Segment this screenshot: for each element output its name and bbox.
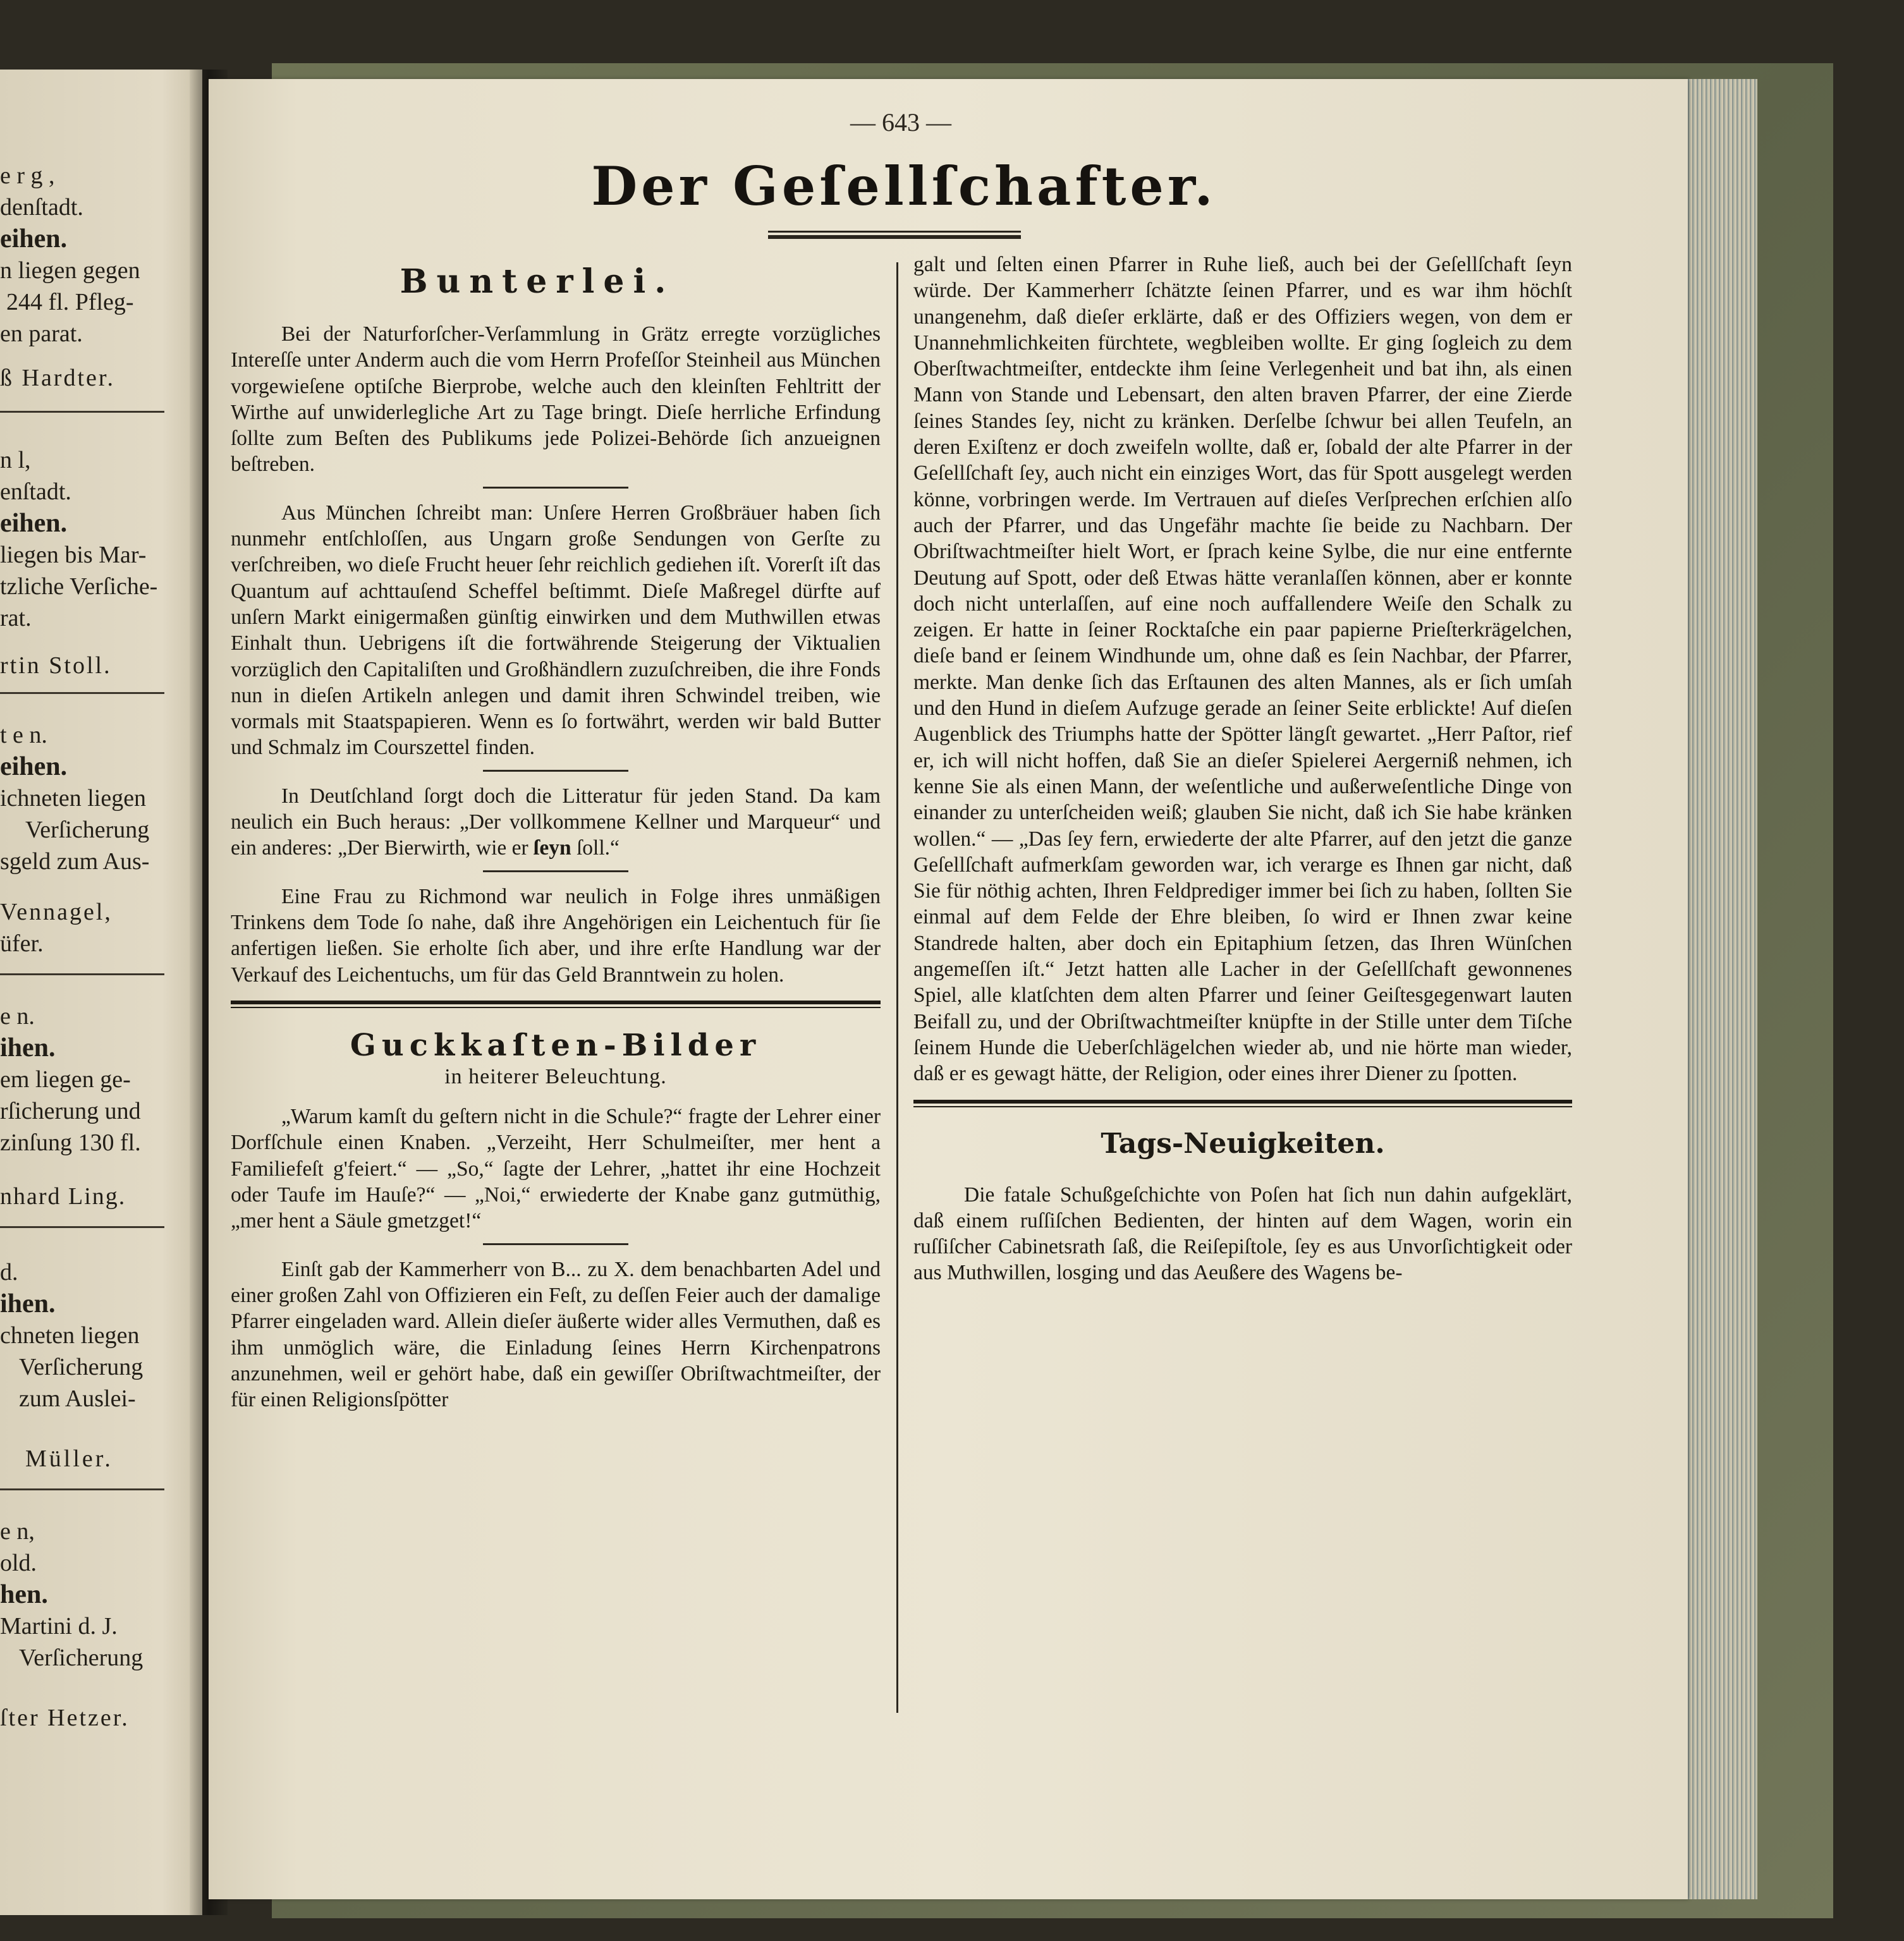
column-divider <box>896 262 898 1713</box>
masthead-rule <box>768 231 1021 233</box>
left-fragment: ß Hardter. <box>0 365 115 391</box>
article-paragraph: Die fatale Schußgeſchichte von Poſen hat ſich nun dahin aufgeklärt, daß einem ruſſiſchen Bedienten, der hinten auf dem Wagen, worin ein ruſſiſcher Cabinetsrath ſaß, die Reiſepiſtole, ſey es aus Unvorſichtigkeit oder aus Muthwillen, losging und das Aeußere des Wagens be- <box>913 1183 1572 1285</box>
left-fragment: e r g , <box>0 162 55 189</box>
article-paragraph <box>231 783 881 861</box>
divider <box>483 487 628 489</box>
divider <box>0 411 164 413</box>
left-fragment: rat. <box>0 605 32 631</box>
left-fragment: enſtadt. <box>0 478 71 505</box>
article-paragraph: galt und ſelten einen Pfarrer in Ruhe ließ, auch bei der Geſellſchaft ſeyn würde. Der Kammerherr ſchätzte ſeinen Pfarrer, und es war ihm höchſt unangenehm, daß dieſer erklärte, daß er des Offiziers wegen, von dem er Unannehmlichkeiten fürchtete, wegbleiben wollte. Er ging ſogleich zu dem Oberſtwachtmeiſter, entdeckte ihm ſeine Verlegenheit und bat ihn, als einen Mann von Stande und Lebensart, den alten braven Pfarrer, der eine Zierde ſeines Standes ſey, nicht zu kränken. Derſelbe ſchwur bei allen Teufeln, an deren Exiſtenz er doch zweifeln wollte, daß er, ſobald der alte Pfarrer in der Geſellſchaft ſey, auch nicht ein einziges Wort, das für Spott ausgelegt werden könne, vorbringen werde. Im Vertrauen auf dieſes Verſprechen erſchien alſo auch der Pfarrer, und das Ungefähr machte ſie beide zu Nachbarn. Der Obriſtwachtmeiſter hielt Wort, er ſprach keine Sylbe, die nur eine entfernte Deutung auf Spott, oder deß Etwas hätte veranlaſſen können, aber er konnte doch nicht unterlaſſen, auf eine noch auffallendere Weiſe den Schalk zu zeigen. Er hatte in ſeiner Rocktaſche ein paar papierne Prieſterkrägelchen, dieſe band er ſeinem Windhunde um, ohne daß es ſein Nachbar, der Pfarrer, merkte. Man denke ſich das Erſtaunen des alten Mannes, als er ſich umſah und den Hund in dieſem Aufzuge gerade an ſeiner Seite erblickte! Auf dieſen Augenblick des Triumphs hatte der Spötter längſt gewartet. „Herr Paſtor, rief er, ich will nicht hoffen, daß Sie an dieſer Spielerei Aergerniß nehmen, ich kenne Sie als einen Mann, der weſentliche und außerweſentliche Dinge von einander zu unterſcheiden weiß; glauben Sie nicht, daß ich Sie habe kränken wollen.“ — „Das ſey fern, erwiederte der alte Pfarrer, auf den jetzt die ganze Geſellſchaft aufmerkſam geworden war, ich verarge es Ihnen gar nicht, daß Sie für nöthig achten, Ihren Feldprediger immer bei ſich zu haben, ſollten Sie einmal auf dem Felde der Ehre bleiben, ſo wird er Ihnen zwar keine Standrede halten, aber doch ein Epitaphium ſetzen, das Ihren Wünſchen angemeſſen iſt.“ Jetzt hatten alle Lacher in der Geſellſchaft gewonnenes Spiel, alle klatſchten dem alten Pfarrer und ſeiner Geiſtesgegenwart lauten Beifall zu, und der Obriſtwachtmeiſter knüpfte in der Stille unter dem Tiſche ſeinem Hunde die Ueberſchlägelchen wieder ab, und nie hörte man wieder, daß er es gewagt hätte, der Religion, oder eines ihrer Diener zu ſpotten. <box>913 253 1572 1086</box>
divider <box>483 870 628 872</box>
left-fragment: Verſicherung <box>19 1354 143 1380</box>
section-divider <box>913 1100 1572 1107</box>
left-fragment: eihen. <box>0 224 68 253</box>
left-fragment: Verſicherung <box>19 1645 143 1671</box>
left-fragment: Verſicherung <box>25 817 150 843</box>
left-fragment: eihen. <box>0 509 68 538</box>
left-fragment: e n. <box>0 1003 35 1030</box>
left-fragment: t e n. <box>0 722 47 748</box>
left-fragment: sgeld zum Aus- <box>0 848 150 875</box>
left-fragment: tzliche Verſiche- <box>0 573 158 600</box>
left-fragment: Vennagel, <box>0 899 113 925</box>
left-fragment: n l, <box>0 447 31 473</box>
article-paragraph: Einſt gab der Kammerherr von B... zu X. dem benachbarten Adel und einer großen Zahl von Offizieren ein Feſt, zu deſſen Feier auch der damalige Pfarrer eingeladen ward. Allein dieſer äußerte wider alles Vermuthen, daß es ihm unmöglich wäre, die Einladung ſeines Herrn Kirchenpatrons anzunehmen, weil er gehört habe, daß ein gewiſſer Obriſtwachtmeiſter, der für einen Religionsſpötter <box>231 1257 881 1412</box>
right-column <box>913 252 1572 1286</box>
article-paragraph: Bei der Naturforſcher-Verſammlung in Grätz erregte vorzügliches Intereſſe unter Anderm auch die vom Herrn Profeſſor Steinheil aus München vorgewieſene optiſche Bierprobe, welche auch den kleinſten Fehltritt der Wirthe auf unwiderlegliche Art zu Tage bringt. Dieſe herrliche Erfindung ſollte zum Beſten des Publikums jede Polizei-Behörde ſich anzueignen beſtreben. <box>231 322 881 477</box>
section-title: Tags-Neuigkeiten. <box>1101 1127 1385 1160</box>
left-fragment: hen. <box>0 1580 48 1609</box>
article-paragraph: Eine Frau zu Richmond war neulich in Folge ihres unmäßigen Trinkens dem Tode ſo nahe, daß ihre Angehörigen ein Leichentuch für ſie anfertigen ließen. Sie erholte ſich aber, und ihre erſte Handlung war der Verkauf des Leichentuchs, um für das Geld Branntwein zu holen. <box>231 884 881 987</box>
left-fragment: ſter Hetzer. <box>0 1705 130 1731</box>
page-number: — 643 — <box>850 108 951 137</box>
section-subtitle: in heiterer Beleuchtung. <box>444 1064 667 1088</box>
left-fragment: Müller. <box>25 1445 113 1472</box>
paragraph-text: ſoll.“ <box>576 836 619 860</box>
article-paragraph: „Warum kamſt du geſtern nicht in die Schule?“ fragte der Lehrer einer Dorfſchule einen Knaben. „Verzeiht, Herr Schulmeiſter, mer hent a Familiefeſt g'feiert.“ — „So,“ ſagte der Lehrer, „hattet ihr eine Hochzeit oder Taufe im Hauſe?“ — „Noi,“ erwiederte der Knabe ganz gutmüthig, „mer hent a Säule gmetzget!“ <box>231 1105 881 1233</box>
left-fragment: nhard Ling. <box>0 1183 126 1210</box>
left-fragment: rſicherung und <box>0 1098 141 1124</box>
divider <box>0 1488 164 1490</box>
left-fragment: üfer. <box>0 930 44 957</box>
left-column <box>231 321 881 1413</box>
divider <box>483 1243 628 1245</box>
left-fragment: zinſung 130 fl. <box>0 1129 141 1156</box>
left-fragment: en parat. <box>0 320 83 347</box>
left-fragment: Martini d. J. <box>0 1613 118 1640</box>
left-fragment: denſtadt. <box>0 194 83 221</box>
left-fragment: old. <box>0 1550 37 1576</box>
masthead-title: Der Geſellſchafter. <box>591 155 1217 217</box>
masthead-rule <box>768 235 1021 239</box>
left-fragment: chneten liegen <box>0 1322 140 1349</box>
left-fragment: rtin Stoll. <box>0 652 112 679</box>
left-page <box>0 70 202 1915</box>
article-paragraph: Aus München ſchreibt man: Unſere Herren Großbräuer haben ſich nunmehr entſchloſſen, aus Ungarn große Sendungen von Gerſte zu verſchreiben, wo dieſe Frucht heuer ſehr reichlich gediehen iſt. Vorerſt iſt das Quantum auf achttauſend Scheffel beſtimmt. Dieſe Maßregel dürfte auf unſern Markt einigermaßen günſtig einwirken und dem Muthwillen etwas Einhalt thun. Uebrigens iſt die fortwährende Steigerung der Viktualien vorzüglich den Capitaliſten und Großhändlern zuzuſchreiben, die ihre Fonds nun in dieſen Artikeln anlegen und damit ihren Schwindel treiben, wie vormals mit Staatspapieren. Wenn es ſo fortwährt, werden wir bald Butter und Schmalz im Courszettel finden. <box>231 501 881 760</box>
section-title: Guckkaſten-Bilder <box>350 1027 762 1063</box>
section-heading: Bunterlei. <box>400 262 675 301</box>
left-fragment: e n, <box>0 1518 35 1545</box>
left-fragment: ichneten liegen <box>0 785 147 812</box>
left-fragment: d. <box>0 1259 18 1286</box>
section-divider <box>231 1001 881 1008</box>
left-fragment: em liegen ge- <box>0 1066 131 1093</box>
divider <box>483 770 628 772</box>
left-fragment: liegen bis Mar- <box>0 542 147 568</box>
divider <box>0 973 164 975</box>
emphasis: ſeyn <box>534 836 571 860</box>
left-fragment: eihen. <box>0 752 68 781</box>
paragraph-text: In Deutſchland ſorgt doch die Litteratur für jeden Stand. Da kam neulich ein Buch heraus: „Der vollkommene Kellner und Marqueur“ und ein anderes: „Der Bierwirth, wie er <box>231 784 881 860</box>
left-fragment: zum Auslei- <box>19 1385 136 1412</box>
divider <box>0 692 164 694</box>
page-edges <box>1681 79 1757 1899</box>
left-fragment: ihen. <box>0 1033 56 1062</box>
divider <box>0 1226 164 1228</box>
left-fragment: n liegen gegen <box>0 257 140 284</box>
left-fragment: ihen. <box>0 1289 56 1318</box>
left-fragment: 244 fl. Pfleg- <box>6 289 134 315</box>
